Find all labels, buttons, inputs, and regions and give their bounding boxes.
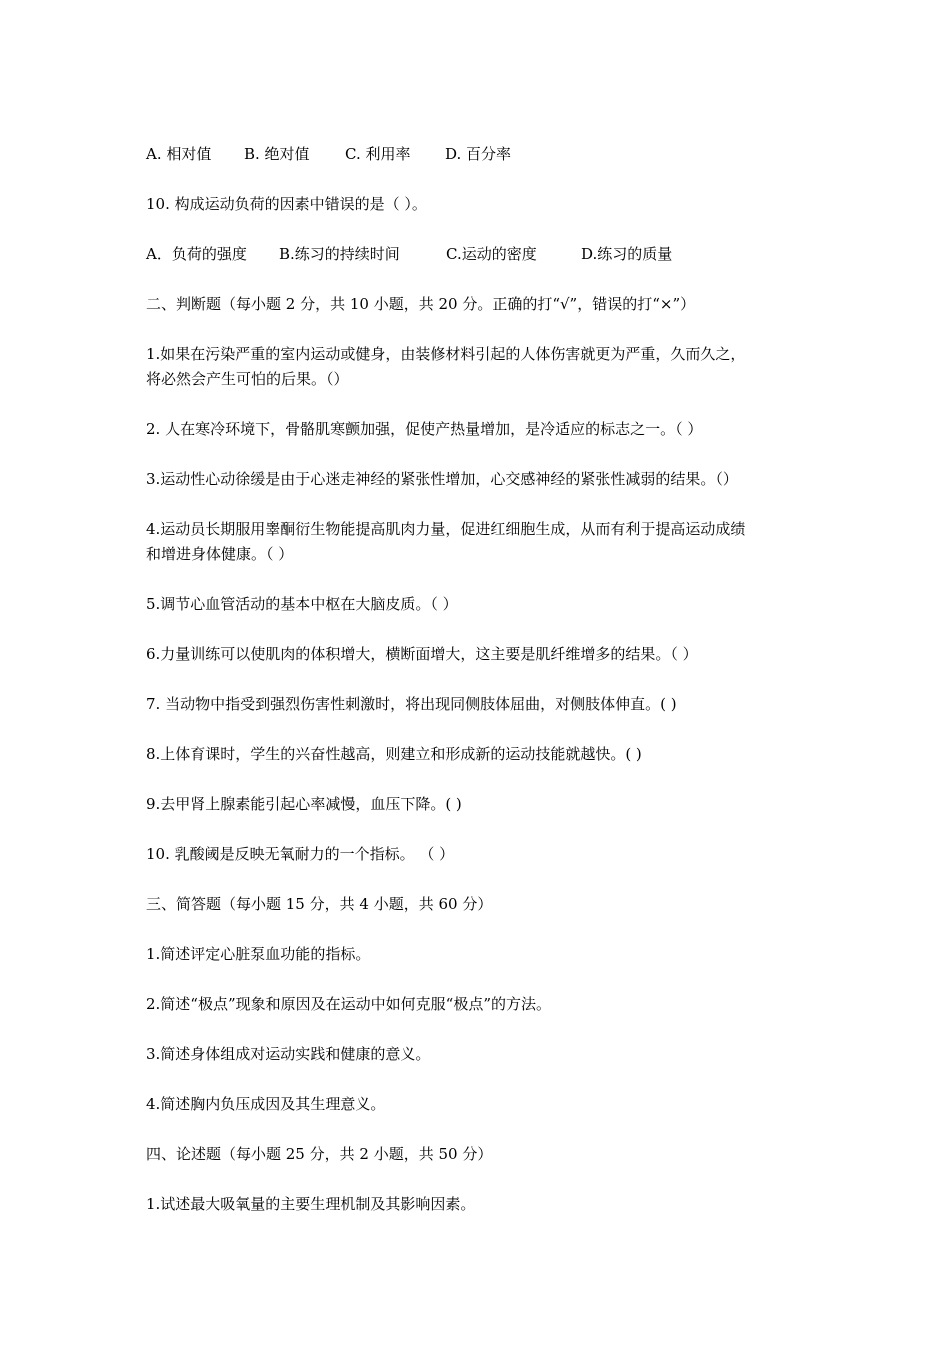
judge-item-3: 3.运动性心动徐缓是由于心迷走神经的紧张性增加，心交感神经的紧张性减弱的结果。（） <box>146 470 738 488</box>
judge-item-8: 8.上体育课时，学生的兴奋性越高，则建立和形成新的运动技能就越快。( ) <box>146 745 642 763</box>
q10-options <box>146 242 816 267</box>
judge-item-10: 10. 乳酸阈是反映无氧耐力的一个指标。 （ ） <box>146 845 455 863</box>
section4-heading: 四、论述题（每小题 25 分，共 2 小题，共 50 分） <box>146 1145 493 1163</box>
q9-option-a: A. 相对值 <box>146 145 212 163</box>
judge-item-5: 5.调节心血管活动的基本中枢在大脑皮质。（ ） <box>146 595 458 613</box>
q10-option-d: D.练习的质量 <box>581 245 673 263</box>
judge-item-1-line2: 将必然会产生可怕的后果。（） <box>146 370 349 388</box>
judge-item-7: 7. 当动物中指受到强烈伤害性刺激时，将出现同侧肢体屈曲，对侧肢体伸直。( ) <box>146 695 677 713</box>
judge-item-2: 2. 人在寒冷环境下，骨骼肌寒颤加强，促使产热量增加，是冷适应的标志之一。（ ） <box>146 420 703 438</box>
judge-item-1-line1: 1.如果在污染严重的室内运动或健身，由装修材料引起的人体伤害就更为严重，久而久之， <box>146 345 746 363</box>
essay-item-1: 1.试述最大吸氧量的主要生理机制及其影响因素。 <box>146 1195 476 1213</box>
q9-option-b: B. 绝对值 <box>244 145 310 163</box>
judge-item-4-line1: 4.运动员长期服用睾酮衍生物能提高肌肉力量，促进红细胞生成，从而有利于提高运动成绩 <box>146 520 746 538</box>
short-answer-item-2: 2.简述“极点”现象和原因及在运动中如何克服“极点”的方法。 <box>146 995 551 1013</box>
q9-option-c: C. 利用率 <box>345 145 411 163</box>
q10-option-a: A．负荷的强度 <box>146 245 247 263</box>
judge-item-6: 6.力量训练可以使肌肉的体积增大，横断面增大，这主要是肌纤维增多的结果。（ ） <box>146 645 698 663</box>
q9-option-d: D. 百分率 <box>445 145 512 163</box>
section3-heading: 三、简答题（每小题 15 分，共 4 小题，共 60 分） <box>146 895 493 913</box>
section2-heading: 二、判断题（每小题 2 分，共 10 小题，共 20 分。正确的打“√”，错误的打“×”） <box>146 295 696 313</box>
q10-option-b: B.练习的持续时间 <box>279 245 400 263</box>
q9-options <box>146 142 816 167</box>
judge-item-9: 9.去甲肾上腺素能引起心率减慢，血压下降。( ) <box>146 795 462 813</box>
q10-stem: 10. 构成运动负荷的因素中错误的是（ ）。 <box>146 195 427 213</box>
judge-item-4-line2: 和增进身体健康。（ ） <box>146 545 294 563</box>
q10-option-c: C.运动的密度 <box>446 245 537 263</box>
short-answer-item-1: 1.简述评定心脏泵血功能的指标。 <box>146 945 371 963</box>
short-answer-item-4: 4.简述胸内负压成因及其生理意义。 <box>146 1095 386 1113</box>
short-answer-item-3: 3.简述身体组成对运动实践和健康的意义。 <box>146 1045 431 1063</box>
